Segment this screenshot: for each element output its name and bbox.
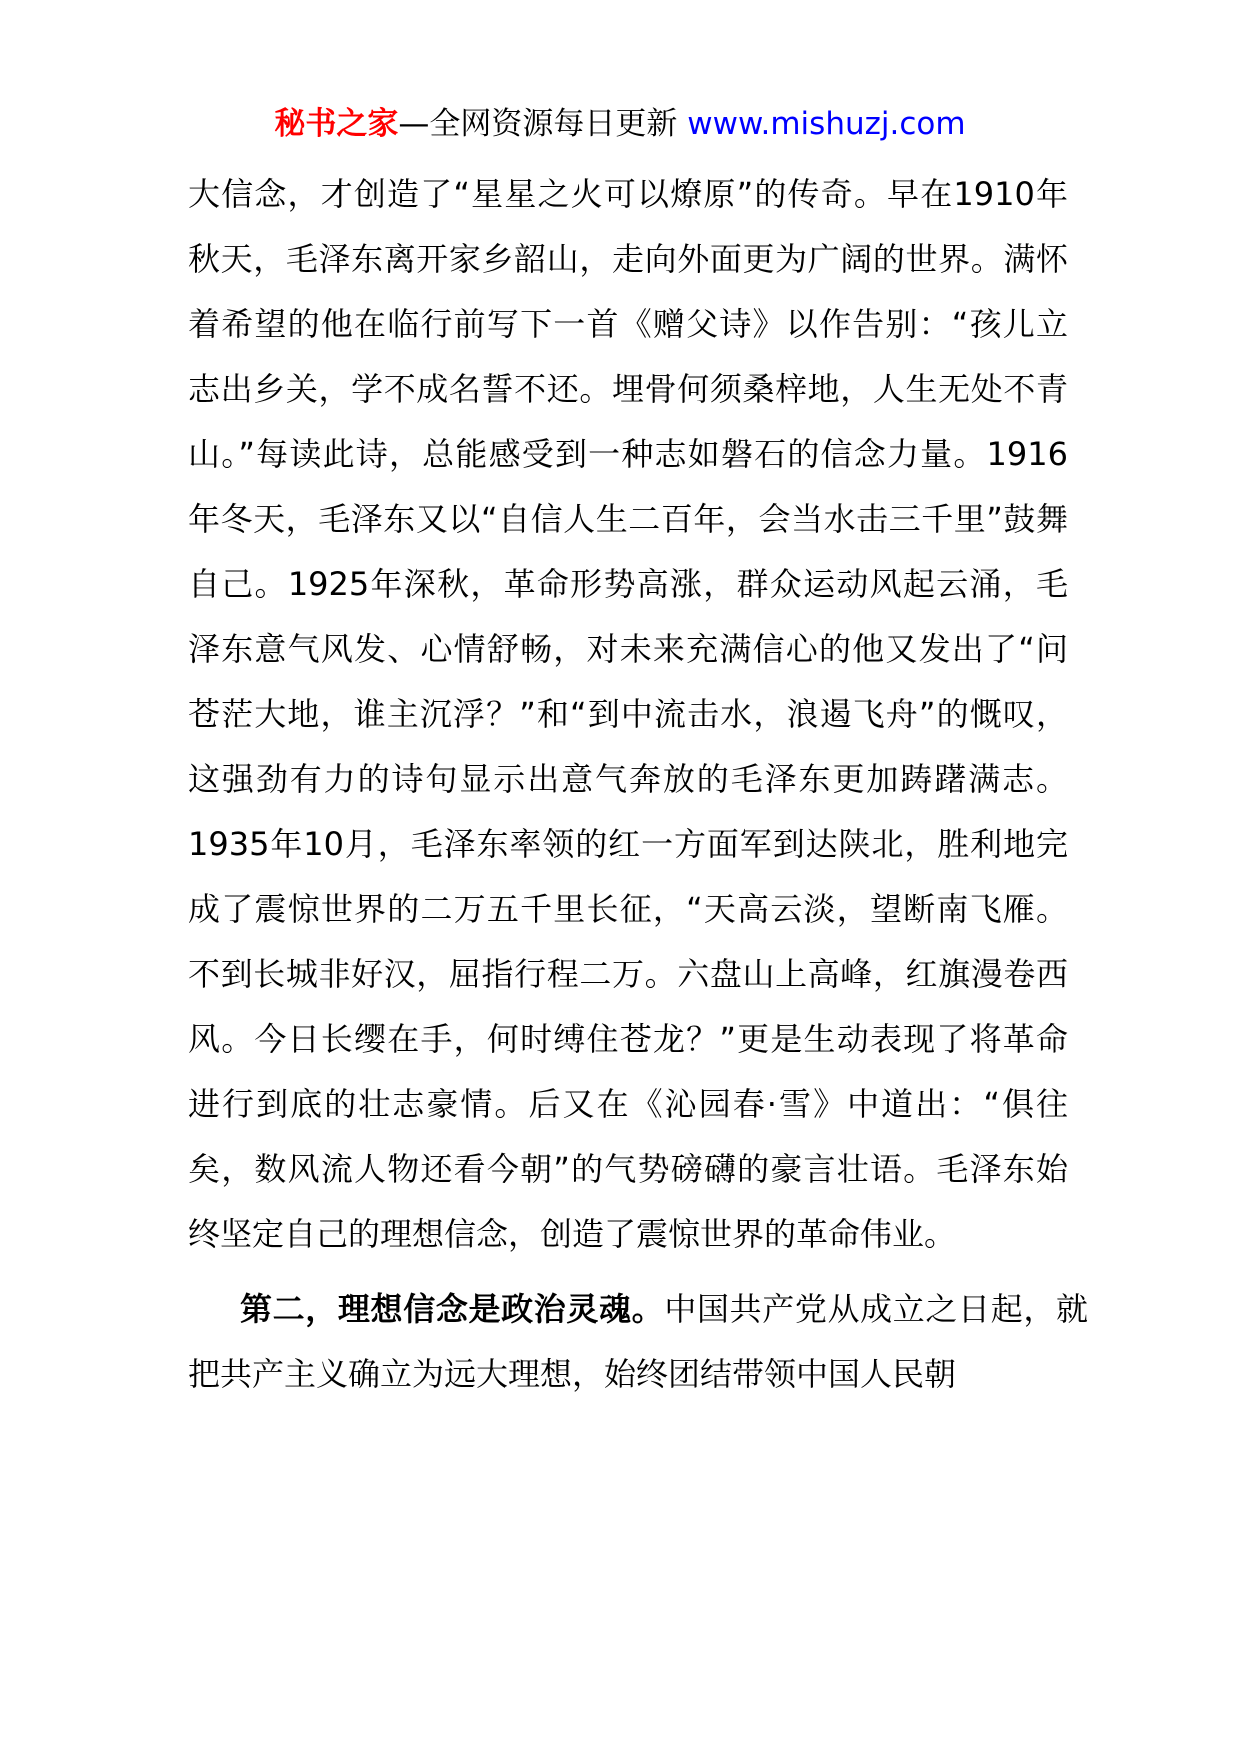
section-heading: 第二，理想信念是政治灵魂。 [240, 1290, 665, 1328]
document-body [188, 162, 1088, 1407]
site-brand: 秘书之家 [274, 106, 399, 142]
site-url-link[interactable]: www.mishuzj.com [687, 106, 966, 142]
body-paragraph: 大信念，才创造了“星星之火可以燎原”的传奇。早在1910年秋天，毛泽东离开家乡韶山，走向外面更为广阔的世界。满怀着希望的他在临行前写下一首《赠父诗》以作告别：“孩儿立志出乡关，学不成名誓不还。埋骨何须桑梓地，人生无处不青山。”每读此诗，总能感受到一种志如磐石的信念力量。1916年冬天，毛泽东又以“自信人生二百年，会当水击三千里”鼓舞自己。1925年深秋，革命形势高涨，群众运动风起云涌，毛泽东意气风发、心情舒畅，对未来充满信心的他又发出了“问苍茫大地，谁主沉浮？”和“到中流击水，浪遏飞舟”的慨叹，这强劲有力的诗句显示出意气奔放的毛泽东更加踌躇满志。1935年10月，毛泽东率领的红一方面军到达陕北，胜利地完成了震惊世界的二万五千里长征，“天高云淡，望断南飞雁。不到长城非好汉，屈指行程二万。六盘山上高峰，红旗漫卷西风。今日长缨在手，何时缚住苍龙？”更是生动表现了将革命进行到底的壮志豪情。后又在《沁园春·雪》中道出：“俱往矣，数风流人物还看今朝”的气势磅礴的豪言壮语。毛泽东始终坚定自己的理想信念，创造了震惊世界的革命伟业。 [188, 175, 1068, 1253]
section-paragraph-text: 中国共产党从成立之日起，就把共产主义确立为远大理想，始终团结带领中国人民朝 [188, 1290, 1088, 1393]
section-paragraph [188, 1277, 1088, 1407]
site-header [0, 102, 1240, 146]
site-slogan: —全网资源每日更新 [398, 106, 678, 142]
